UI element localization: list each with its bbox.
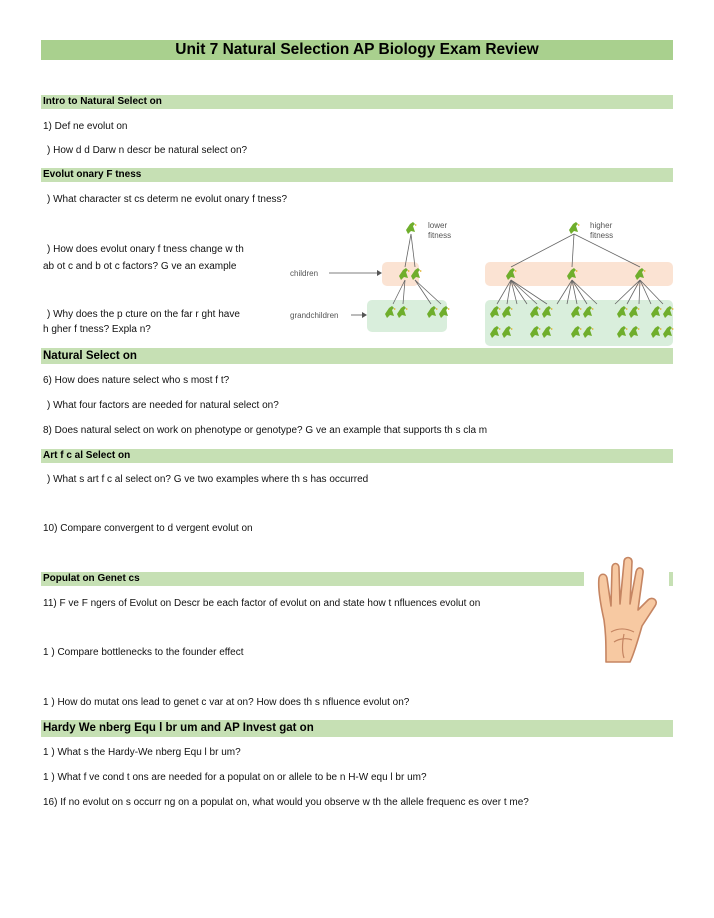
question-4-line-2: ab ot c and b ot c factors? G ve an example (43, 261, 237, 272)
question-6: 6) How does nature select who s most f t? (43, 375, 230, 386)
question-7: ) What four factors are needed for natural select on? (47, 400, 279, 411)
grandchildren-band-high (485, 300, 673, 346)
label-higher: higher (590, 221, 613, 230)
question-13: 1 ) How do mutat ons lead to genet c var at on? How does th s nfluence evolut on? (43, 697, 410, 708)
label-lower-fitness: fitness (428, 231, 452, 240)
section-title: Intro to Natural Select on (43, 96, 162, 107)
question-5-line-2: h gher f tness? Expla n? (43, 324, 151, 335)
section-title: Populat on Genet cs (43, 573, 140, 584)
section-header-tail (669, 572, 673, 586)
question-1: 1) Def ne evolut on (43, 121, 128, 132)
question-15: 1 ) What f ve cond t ons are needed for a populat on or allele to be n H-W equ l br um? (43, 772, 427, 783)
grandchildren-arrowhead (362, 312, 367, 318)
section-title: Hardy We nberg Equ l br um and AP Invest gat on (43, 722, 314, 734)
label-grandchildren: grandchildren (290, 311, 339, 320)
section-header-hardy-weinberg (41, 720, 673, 737)
section-header-intro (41, 95, 673, 109)
question-9: ) What s art f c al select on? G ve two examples where th s has occurred (47, 474, 369, 485)
question-11: 11) F ve F ngers of Evolut on Descr be each factor of evolut on and state how t nfluences evolut on (43, 598, 481, 609)
section-title: Evolut onary F tness (43, 169, 142, 180)
label-lower: lower (428, 221, 448, 230)
question-10: 10) Compare convergent to d vergent evolut on (43, 523, 253, 534)
question-4-line-1: ) How does evolut onary f tness change w th (47, 244, 244, 255)
section-header-population-genetics (41, 572, 584, 586)
section-title: Natural Select on (43, 350, 137, 362)
section-title: Art f c al Select on (43, 450, 131, 461)
question-3: ) What character st cs determ ne evolut onary f tness? (47, 194, 288, 205)
parent-bird-low (406, 222, 417, 234)
grandchildren-band-low (367, 300, 447, 332)
label-children: children (290, 269, 319, 278)
question-5-line-1: ) Why does the p cture on the far r ght have (47, 309, 240, 320)
page-title: Unit 7 Natural Selection AP Biology Exam Review (175, 41, 539, 58)
parent-bird-high (569, 222, 580, 234)
label-higher-fitness: fitness (590, 231, 614, 240)
section-header-natural-selection (41, 348, 673, 364)
question-12: 1 ) Compare bottlenecks to the founder effect (43, 647, 244, 658)
children-arrowhead (377, 270, 382, 276)
section-header-artificial-selection (41, 449, 673, 463)
hand-icon (584, 554, 668, 666)
question-14: 1 ) What s the Hardy-We nberg Equ l br um? (43, 747, 241, 758)
section-header-fitness (41, 168, 673, 182)
question-2: ) How d d Darw n descr be natural select on? (47, 145, 248, 156)
question-16: 16) If no evolut on s occurr ng on a populat on, what would you observe w th the allele frequenc es over t me? (43, 797, 529, 808)
fitness-diagram (285, 212, 675, 348)
question-8: 8) Does natural select on work on phenotype or genotype? G ve an example that supports th s cla m (43, 425, 488, 436)
